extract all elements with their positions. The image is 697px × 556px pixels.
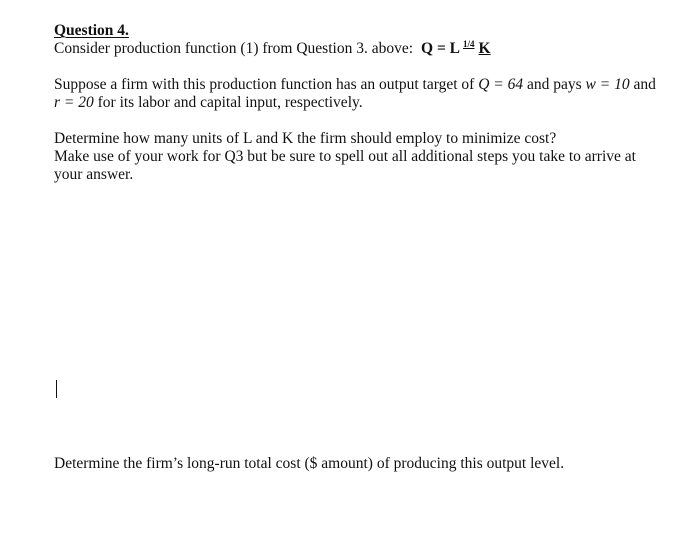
intro-line	[54, 40, 491, 58]
question-heading: Question 4.	[54, 22, 129, 39]
formula-exponent: 1/4	[463, 39, 475, 49]
formula-trail: K	[478, 40, 491, 57]
output-target: Q = 64	[478, 76, 524, 93]
intro-text: Consider production function (1) from Question 3. above:	[54, 40, 414, 57]
paragraph-1-line-2	[54, 94, 363, 112]
paragraph-2-line-2: Make use of your work for Q3 but be sure to spell out all additional steps you take to arrive at	[54, 148, 636, 165]
p1-text-4: for its labor and capital input, respectively.	[93, 94, 363, 111]
p1-text-3: and	[629, 76, 656, 93]
p1-text-2: and pays	[523, 76, 586, 93]
paragraph-2-line-1: Determine how many units of L and K the firm should employ to minimize cost?	[54, 130, 557, 147]
text-cursor	[56, 380, 57, 398]
paragraph-3-line-1: Determine the firm’s long-run total cost ($ amount) of producing this output level.	[54, 455, 565, 472]
paragraph-1-line-1	[54, 76, 656, 94]
p1-text-1: Suppose a firm with this production function has an output target of	[54, 76, 479, 93]
formula-lead: Q = L	[421, 40, 460, 57]
production-formula	[421, 40, 491, 57]
rental-rate-value: r = 20	[54, 94, 94, 111]
wage-value: w = 10	[585, 76, 630, 93]
paragraph-2-line-3: your answer.	[54, 166, 134, 183]
